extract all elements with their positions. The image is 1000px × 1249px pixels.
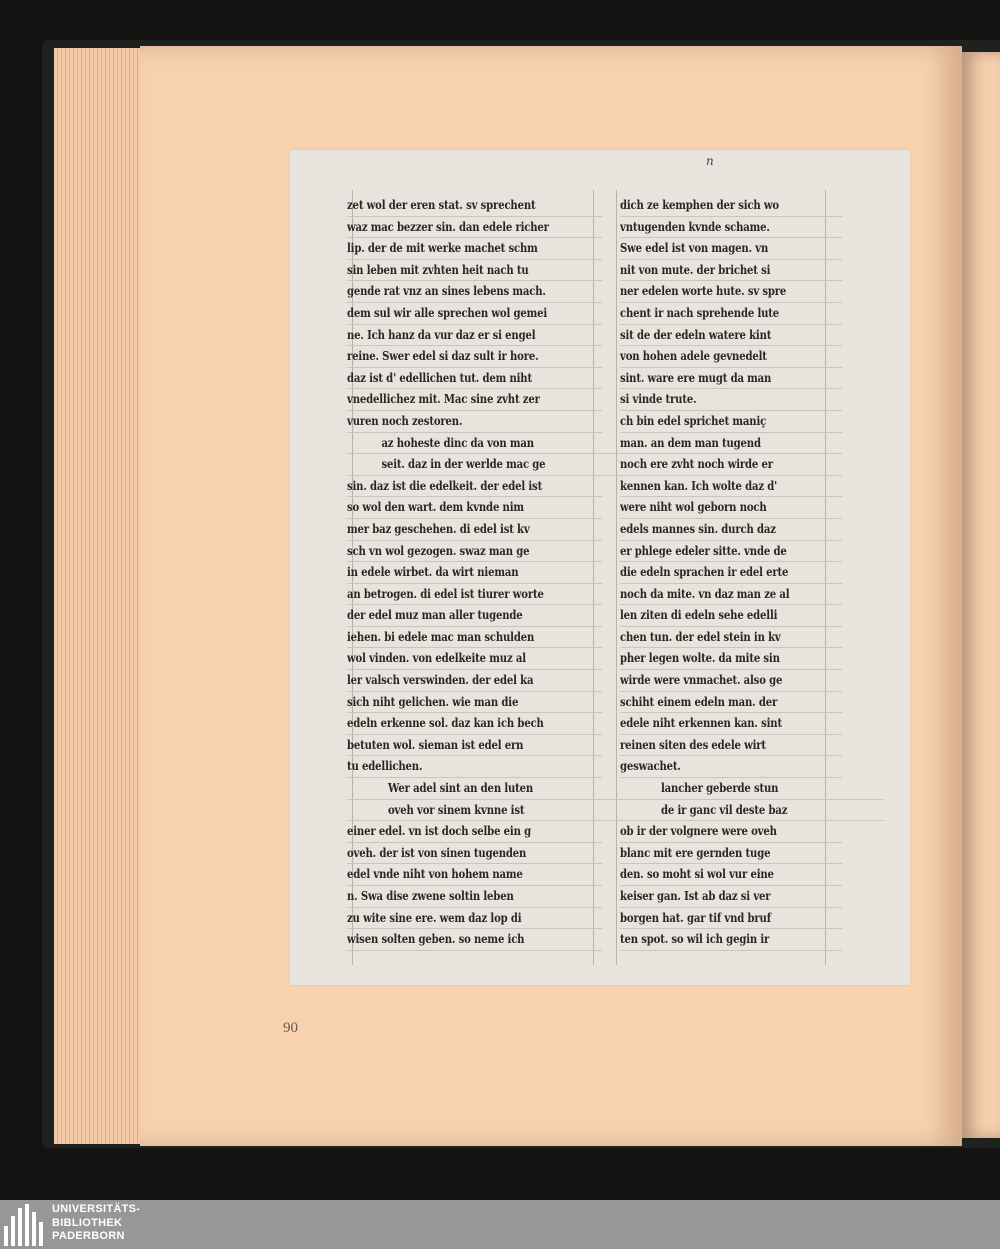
manuscript-line: ler valsch verswinden. der edel ka xyxy=(347,670,602,692)
manuscript-line: nit von mute. der brichet si xyxy=(620,260,842,282)
right-text-column xyxy=(620,195,842,951)
manuscript-line: schiht einem edeln man. der xyxy=(620,692,842,714)
manuscript-line: waz mac bezzer sin. dan edele richer xyxy=(347,217,602,239)
manuscript-line: az hoheste dinc da von man xyxy=(347,433,637,455)
manuscript-line: keiser gan. Ist ab daz si ver xyxy=(620,886,842,908)
manuscript-plate xyxy=(290,150,910,985)
manuscript-line: einer edel. vn ist doch selbe ein g xyxy=(347,821,602,843)
library-name-line2: BIBLIOTHEK xyxy=(52,1216,123,1229)
manuscript-line: kennen kan. Ich wolte daz d' xyxy=(620,476,842,498)
manuscript-line: sint. ware ere mugt da man xyxy=(620,368,842,390)
manuscript-line: mer baz geschehen. di edel ist kv xyxy=(347,519,602,541)
library-footer xyxy=(0,1200,1000,1249)
manuscript-line: von hohen adele gevnedelt xyxy=(620,346,842,368)
manuscript-line: lip. der de mit werke machet schm xyxy=(347,238,602,260)
manuscript-line: daz ist d' edellichen tut. dem niht xyxy=(347,368,602,390)
manuscript-line: wol vinden. von edelkeite muz al xyxy=(347,648,602,670)
folio-mark: n xyxy=(706,154,714,168)
manuscript-line: ne. Ich hanz da vur daz er si engel xyxy=(347,325,602,347)
manuscript-line: betuten wol. sieman ist edel ern xyxy=(347,735,602,757)
manuscript-line: sin. daz ist die edelkeit. der edel ist xyxy=(347,476,602,498)
manuscript-line: oveh. der ist von sinen tugenden xyxy=(347,843,602,865)
manuscript-line: so wol den wart. dem kvnde nim xyxy=(347,497,602,519)
manuscript-line: noch da mite. vn daz man ze al xyxy=(620,584,842,606)
manuscript-line: sin leben mit zvhten heit nach tu xyxy=(347,260,602,282)
manuscript-line: gende rat vnz an sines lebens mach. xyxy=(347,281,602,303)
manuscript-line: edeln erkenne sol. daz kan ich bech xyxy=(347,713,602,735)
manuscript-line: Wer adel sint an den luten xyxy=(347,778,643,800)
manuscript-line: geswachet. xyxy=(620,756,842,778)
manuscript-line: blanc mit ere gernden tuge xyxy=(620,843,842,865)
manuscript-line: ch bin edel sprichet maniç xyxy=(620,411,842,433)
manuscript-line: Swe edel ist von magen. vn xyxy=(620,238,842,260)
manuscript-line: sich niht gelichen. wie man die xyxy=(347,692,602,714)
library-logo-icon xyxy=(4,1204,46,1246)
manuscript-line: de ir ganc vil deste baz xyxy=(620,800,883,822)
manuscript-line: zu wite sine ere. wem daz lop di xyxy=(347,908,602,930)
manuscript-line: er phlege edeler sitte. vnde de xyxy=(620,541,842,563)
manuscript-line: edele niht erkennen kan. sint xyxy=(620,713,842,735)
manuscript-line: len ziten di edeln sehe edelli xyxy=(620,605,842,627)
manuscript-line: in edele wirbet. da wirt nieman xyxy=(347,562,602,584)
manuscript-line: vuren noch zestoren. xyxy=(347,411,602,433)
library-name-line1: UNIVERSITÄTS- xyxy=(52,1203,141,1215)
manuscript-line: pher legen wolte. da mite sin xyxy=(620,648,842,670)
manuscript-line: vnedellichez mit. Mac sine zvht zer xyxy=(347,389,602,411)
manuscript-line: n. Swa dise zwene soltin leben xyxy=(347,886,602,908)
manuscript-line: dich ze kemphen der sich wo xyxy=(620,195,842,217)
manuscript-line: tu edellichen. xyxy=(347,756,602,778)
manuscript-line: ner edelen worte hute. sv spre xyxy=(620,281,842,303)
manuscript-line: man. an dem man tugend xyxy=(620,433,842,455)
manuscript-line: die edeln sprachen ir edel erte xyxy=(620,562,842,584)
manuscript-line: oveh vor sinem kvnne ist xyxy=(347,800,643,822)
left-text-column xyxy=(347,195,602,951)
facing-page xyxy=(962,52,1000,1138)
manuscript-line: iehen. bi edele mac man schulden xyxy=(347,627,602,649)
manuscript-line: wirde were vnmachet. also ge xyxy=(620,670,842,692)
library-name xyxy=(52,1203,140,1244)
margin-rule xyxy=(616,190,617,965)
manuscript-line: chen tun. der edel stein in kv xyxy=(620,627,842,649)
page-edges xyxy=(54,48,146,1144)
manuscript-line: sch vn wol gezogen. swaz man ge xyxy=(347,541,602,563)
manuscript-line: wisen solten geben. so neme ich xyxy=(347,929,602,951)
manuscript-line: ten spot. so wil ich gegin ir xyxy=(620,929,842,951)
manuscript-line: reinen siten des edele wirt xyxy=(620,735,842,757)
manuscript-line: zet wol der eren stat. sv sprechent xyxy=(347,195,602,217)
manuscript-line: seit. daz in der werlde mac ge xyxy=(347,454,637,476)
manuscript-line: dem sul wir alle sprechen wol gemei xyxy=(347,303,602,325)
manuscript-line: vntugenden kvnde schame. xyxy=(620,217,842,239)
manuscript-line: si vinde trute. xyxy=(620,389,842,411)
manuscript-line: edels mannes sin. durch daz xyxy=(620,519,842,541)
manuscript-line: der edel muz man aller tugende xyxy=(347,605,602,627)
library-name-line3: PADERBORN xyxy=(52,1230,125,1242)
manuscript-line: sit de der edeln watere kint xyxy=(620,325,842,347)
manuscript-line: edel vnde niht von hohem name xyxy=(347,864,602,886)
manuscript-line: reine. Swer edel si daz sult ir hore. xyxy=(347,346,602,368)
manuscript-line: ob ir der volgnere were oveh xyxy=(620,821,842,843)
manuscript-line: noch ere zvht noch wirde er xyxy=(620,454,842,476)
manuscript-line: an betrogen. di edel ist tiurer worte xyxy=(347,584,602,606)
page-number: 90 xyxy=(283,1020,298,1036)
manuscript-line: chent ir nach sprehende lute xyxy=(620,303,842,325)
manuscript-line: were niht wol geborn noch xyxy=(620,497,842,519)
manuscript-line: borgen hat. gar tif vnd bruf xyxy=(620,908,842,930)
manuscript-line: den. so moht si wol vur eine xyxy=(620,864,842,886)
manuscript-line: lancher geberde stun xyxy=(620,778,883,800)
